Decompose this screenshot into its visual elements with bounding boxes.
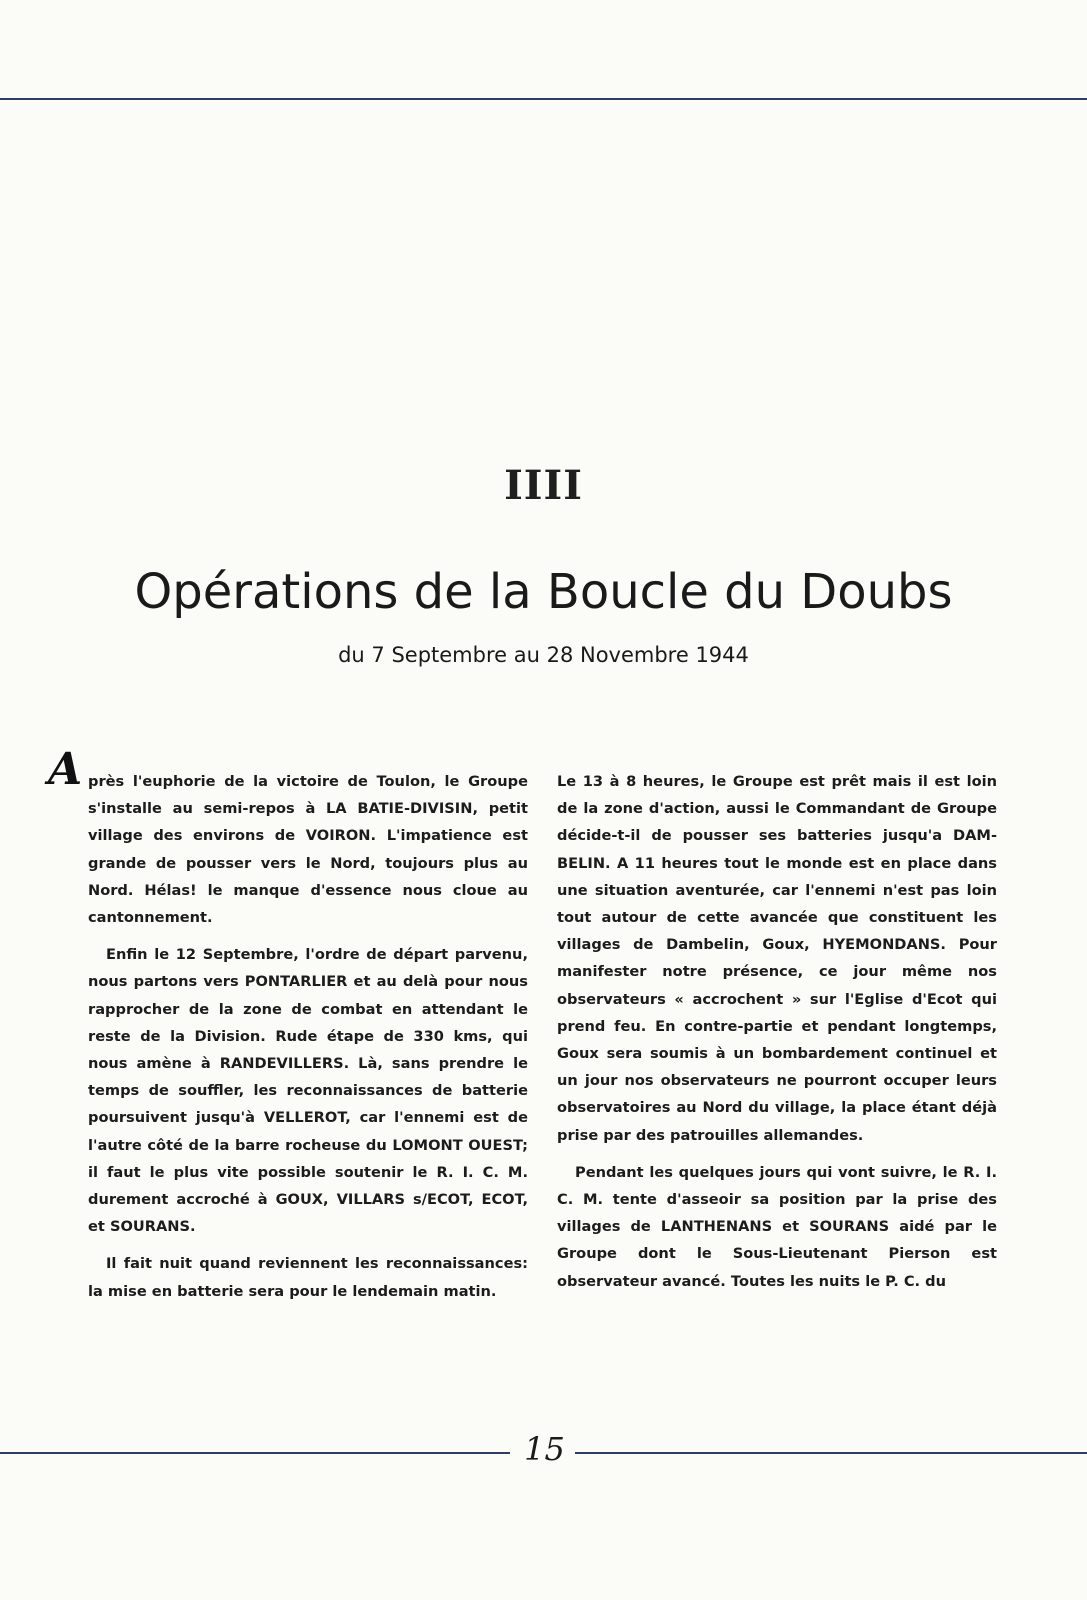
left-column (88, 768, 528, 1315)
chapter-subtitle: du 7 Septembre au 28 Novembre 1944 (338, 643, 749, 667)
paragraph: Il fait nuit quand reviennent les reconnaissances: la mise en batterie sera pour le lendemain matin. (88, 1255, 528, 1300)
bottom-rule-left (0, 1452, 510, 1454)
bottom-rule-right (575, 1452, 1087, 1454)
page-number: 15 (524, 1430, 565, 1468)
paragraph: Le 13 à 8 heures, le Groupe est prêt mais il est loin de la zone d'action, aussi le Commandant de Groupe décide-t-il de pousser ses batteries jusqu'a DAM-BELIN. A 11 heures tout le monde est en place dans une situation aventurée, car l'ennemi n'est pas loin tout autour de cette avancée que constituent les villages de Dambelin, Goux, HYEMONDANS. Pour manifester notre présence, ce jour même nos observateurs « accrochent » sur l'Eglise d'Ecot qui prend feu. En contre-partie et pendant longtemps, Goux sera soumis à un bombardement continuel et un jour nos observateurs ne pourront occuper leurs observatoires au Nord du village, la place étant déjà prise par des patrouilles allemandes. (557, 773, 997, 1144)
paragraph: Enfin le 12 Septembre, l'ordre de départ parvenu, nous partons vers PONTARLIER et au delà pour nous rapprocher de la zone de combat en attendant le reste de la Division. Rude étape de 330 kms, qui nous amène à RANDEVILLERS. Là, sans prendre le temps de souffler, les reconnaissances de batterie poursuivent jusqu'à VELLEROT, car l'ennemi est de l'autre côté de la barre rocheuse du LOMONT OUEST; il faut le plus vite possible soutenir le R. I. C. M. durement accroché à GOUX, VILLARS s/ECOT, ECOT, et SOURANS. (88, 946, 528, 1236)
drop-cap: A (48, 744, 83, 795)
paragraph: Pendant les quelques jours qui vont suivre, le R. I. C. M. tente d'asseoir sa position par la prise des villages de LANTHENANS et SOURANS aidé par le Groupe dont le Sous-Lieutenant Pierson est observateur avancé. Toutes les nuits le P. C. du (557, 1163, 997, 1290)
chapter-number: IIII (504, 462, 583, 509)
top-rule (0, 98, 1087, 100)
chapter-title: Opérations de la Boucle du Doubs (134, 564, 953, 620)
right-column (557, 768, 997, 1305)
paragraph: près l'euphorie de la victoire de Toulon, le Groupe s'installe au semi-repos à LA BATIE-DIVISIN, petit village des environs de VOIRON. L'impatience est grande de pousser vers le Nord, toujours plus au Nord. Hélas! le manque d'essence nous cloue au cantonnement. (88, 773, 528, 927)
